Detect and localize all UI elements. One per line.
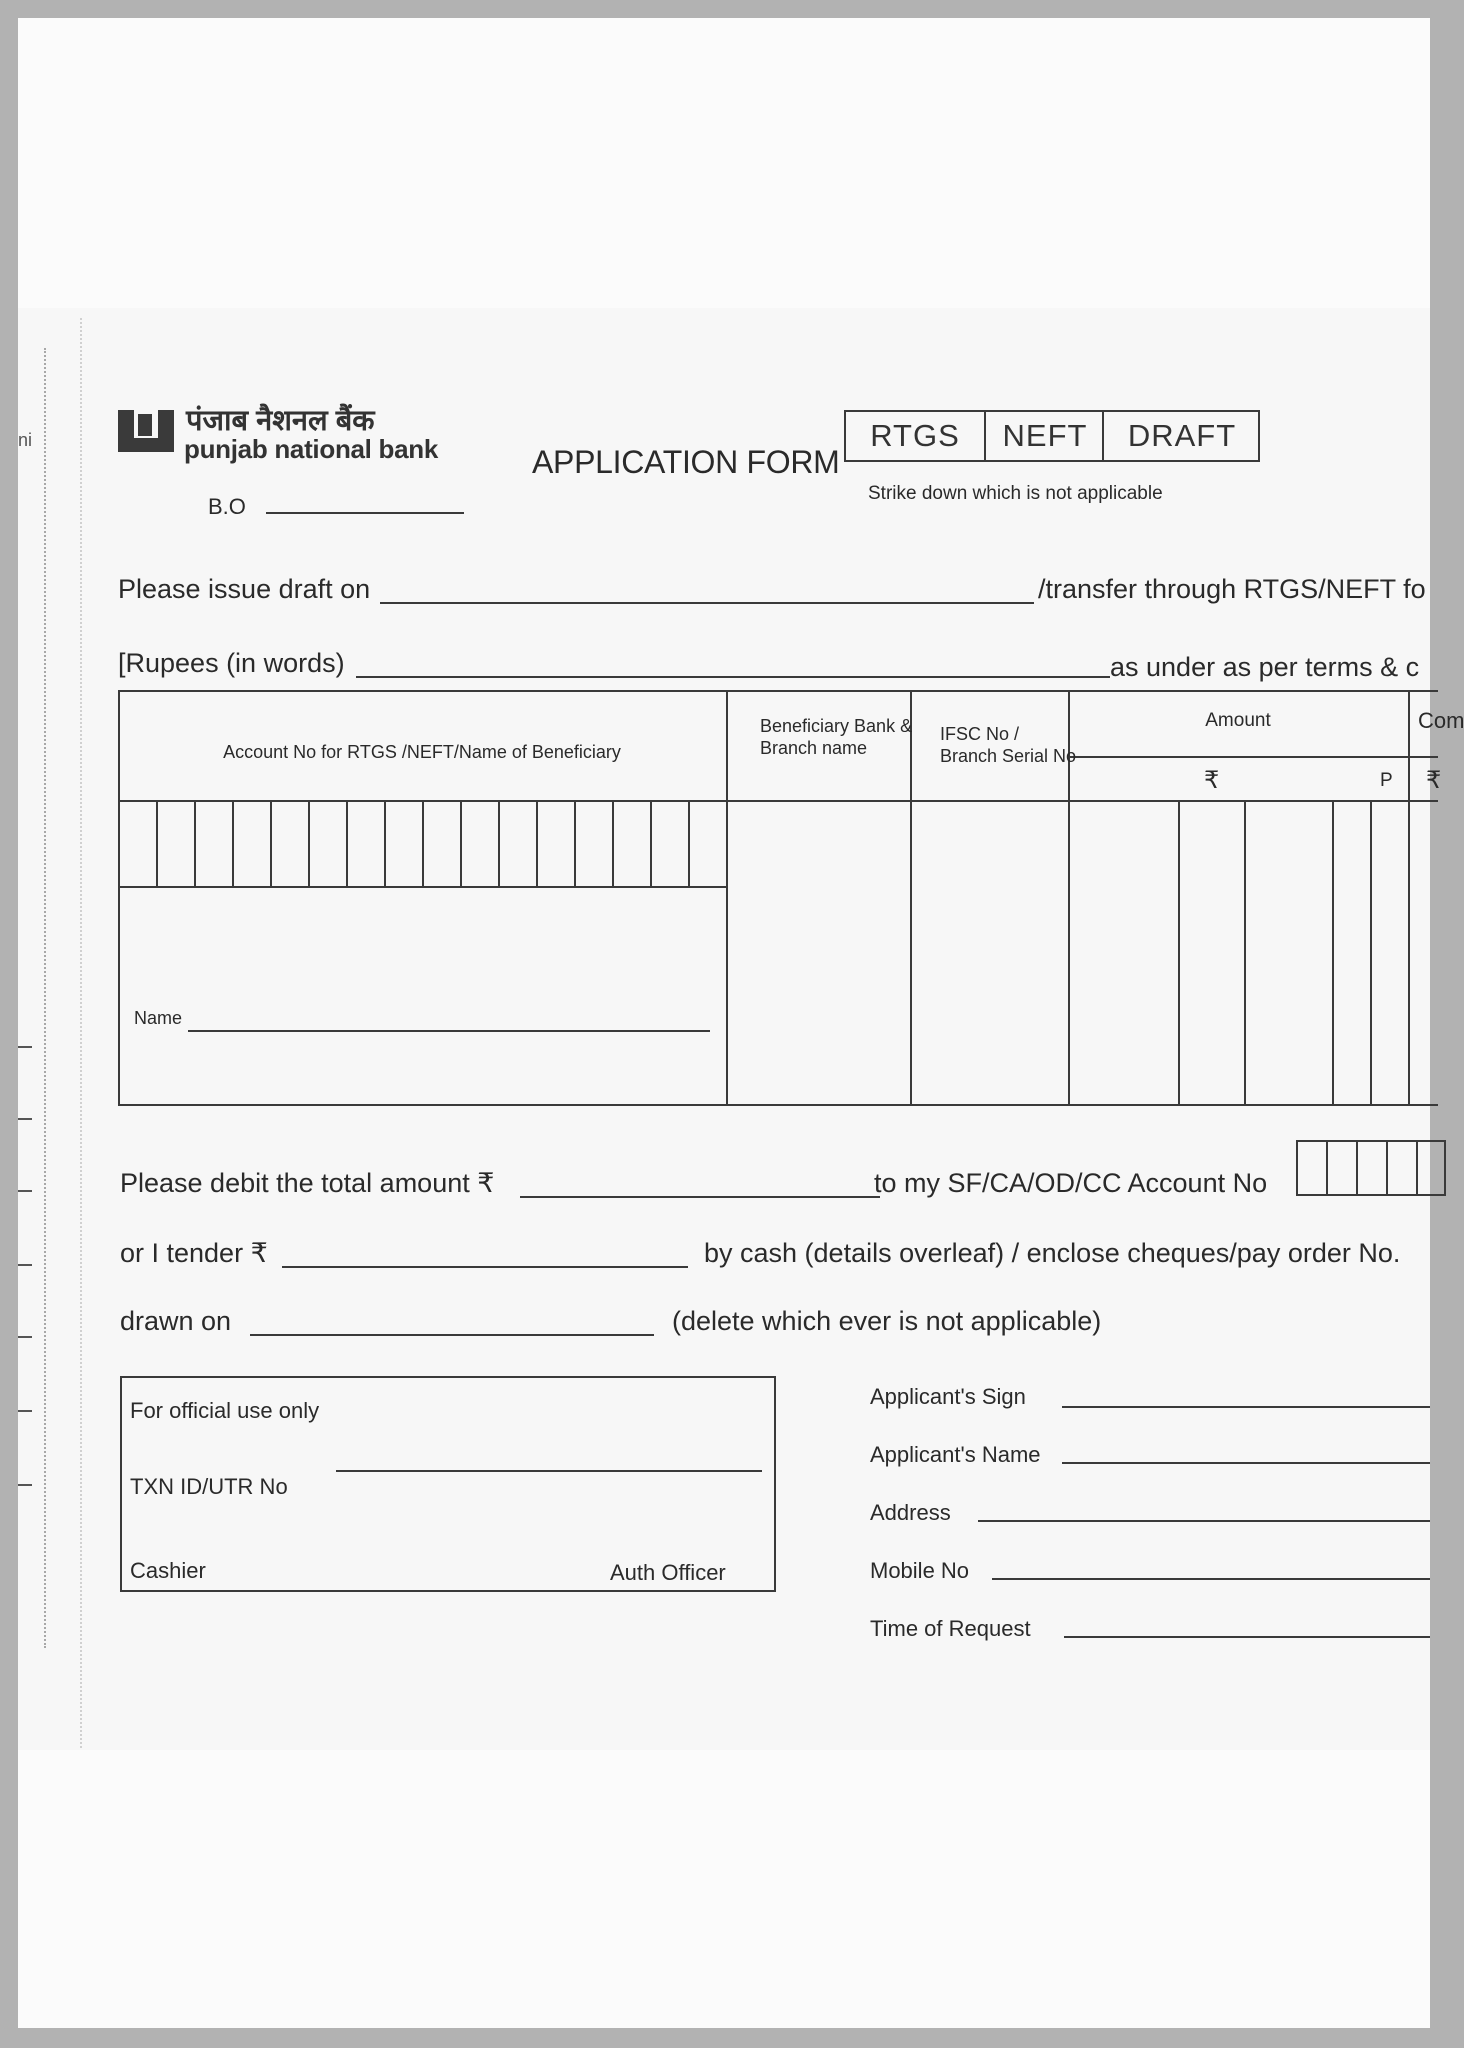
mode-rtgs[interactable]: RTGS — [870, 418, 960, 453]
time-of-request-label: Time of Request — [870, 1616, 1031, 1641]
col-header-account: Account No for RTGS /NEFT/Name of Beneficiary — [223, 742, 621, 762]
address-label: Address — [870, 1500, 951, 1525]
col-header-ifsc-line2: Branch Serial No — [940, 746, 1077, 766]
applicant-sign-label: Applicant's Sign — [870, 1384, 1026, 1409]
perforation-line-outer — [80, 318, 82, 1748]
mode-neft[interactable]: NEFT — [1002, 418, 1088, 453]
tender-amount-field[interactable] — [282, 1266, 688, 1268]
bo-label: B.O — [208, 494, 246, 519]
debit-amount-field[interactable] — [520, 1196, 880, 1198]
beneficiary-name-label: Name — [134, 1008, 183, 1028]
margin-mark — [18, 1118, 32, 1120]
margin-text: ni — [18, 430, 33, 450]
time-of-request-field[interactable] — [1064, 1636, 1430, 1638]
document-page — [18, 18, 1464, 2028]
margin-mark — [18, 1264, 32, 1266]
mobile-field[interactable] — [992, 1578, 1430, 1580]
drawn-on-field[interactable] — [250, 1334, 654, 1336]
margin-mark — [18, 1190, 32, 1192]
col-header-ifsc-line1: IFSC No / — [940, 724, 1020, 744]
rupees-suffix: as under as per terms & c — [1110, 652, 1420, 682]
official-use-title: For official use only — [130, 1398, 320, 1423]
mode-draft[interactable]: DRAFT — [1127, 418, 1237, 453]
pnb-logo-icon — [118, 408, 178, 458]
account-number-boxes[interactable] — [118, 800, 726, 886]
margin-mark — [18, 1410, 32, 1412]
bank-name-english: punjab national bank — [184, 434, 439, 464]
applicant-name-label: Applicant's Name — [870, 1442, 1041, 1467]
auth-officer-label: Auth Officer — [610, 1560, 726, 1585]
bo-field[interactable] — [266, 512, 464, 514]
margin-mark — [18, 1046, 32, 1048]
col-header-amount: Amount — [1205, 710, 1271, 731]
drawn-prefix: drawn on — [120, 1306, 232, 1336]
margin-mark — [18, 1336, 32, 1338]
cashier-label: Cashier — [130, 1558, 206, 1583]
transfer-table — [118, 690, 1464, 1110]
tender-suffix: by cash (details overleaf) / enclose cheques/pay order No. — [704, 1238, 1401, 1268]
amount-paise-symbol: P — [1380, 770, 1393, 791]
col-header-bank-line1: Beneficiary Bank & — [760, 716, 913, 736]
debit-suffix: to my SF/CA/OD/CC Account No — [874, 1168, 1268, 1198]
commission-rupee-symbol: ₹ — [1426, 767, 1442, 794]
beneficiary-name-field[interactable] — [188, 1030, 710, 1032]
drawn-suffix: (delete which ever is not applicable) — [672, 1306, 1102, 1336]
mode-selector — [844, 410, 1260, 462]
col-header-bank-line2: Branch name — [760, 738, 868, 758]
amount-rupee-symbol: ₹ — [1204, 767, 1220, 794]
rupees-in-words-field[interactable] — [356, 676, 1110, 678]
txn-label: TXN ID/UTR No — [130, 1474, 288, 1499]
draft-on-field[interactable] — [380, 602, 1034, 604]
debit-account-boxes[interactable] — [1296, 1140, 1446, 1196]
issue-prefix: Please issue draft on — [118, 574, 371, 604]
form-title: APPLICATION FORM — [532, 444, 840, 480]
perforation-line — [44, 348, 46, 1648]
debit-prefix: Please debit the total amount ₹ — [120, 1168, 495, 1198]
strike-note: Strike down which is not applicable — [868, 483, 1163, 504]
rupees-prefix: [Rupees (in words) — [118, 648, 345, 678]
address-field[interactable] — [978, 1520, 1430, 1522]
margin-mark — [18, 1484, 32, 1486]
mobile-label: Mobile No — [870, 1558, 970, 1583]
bank-name-hindi: पंजाब नैशनल बैंक — [186, 405, 375, 437]
issue-suffix: /transfer through RTGS/NEFT fo — [1038, 574, 1426, 604]
col-header-commission: Com — [1418, 708, 1464, 733]
txn-field[interactable] — [336, 1470, 762, 1472]
tender-prefix: or I tender ₹ — [120, 1238, 268, 1268]
applicant-name-field[interactable] — [1062, 1462, 1430, 1464]
applicant-sign-field[interactable] — [1062, 1406, 1430, 1408]
